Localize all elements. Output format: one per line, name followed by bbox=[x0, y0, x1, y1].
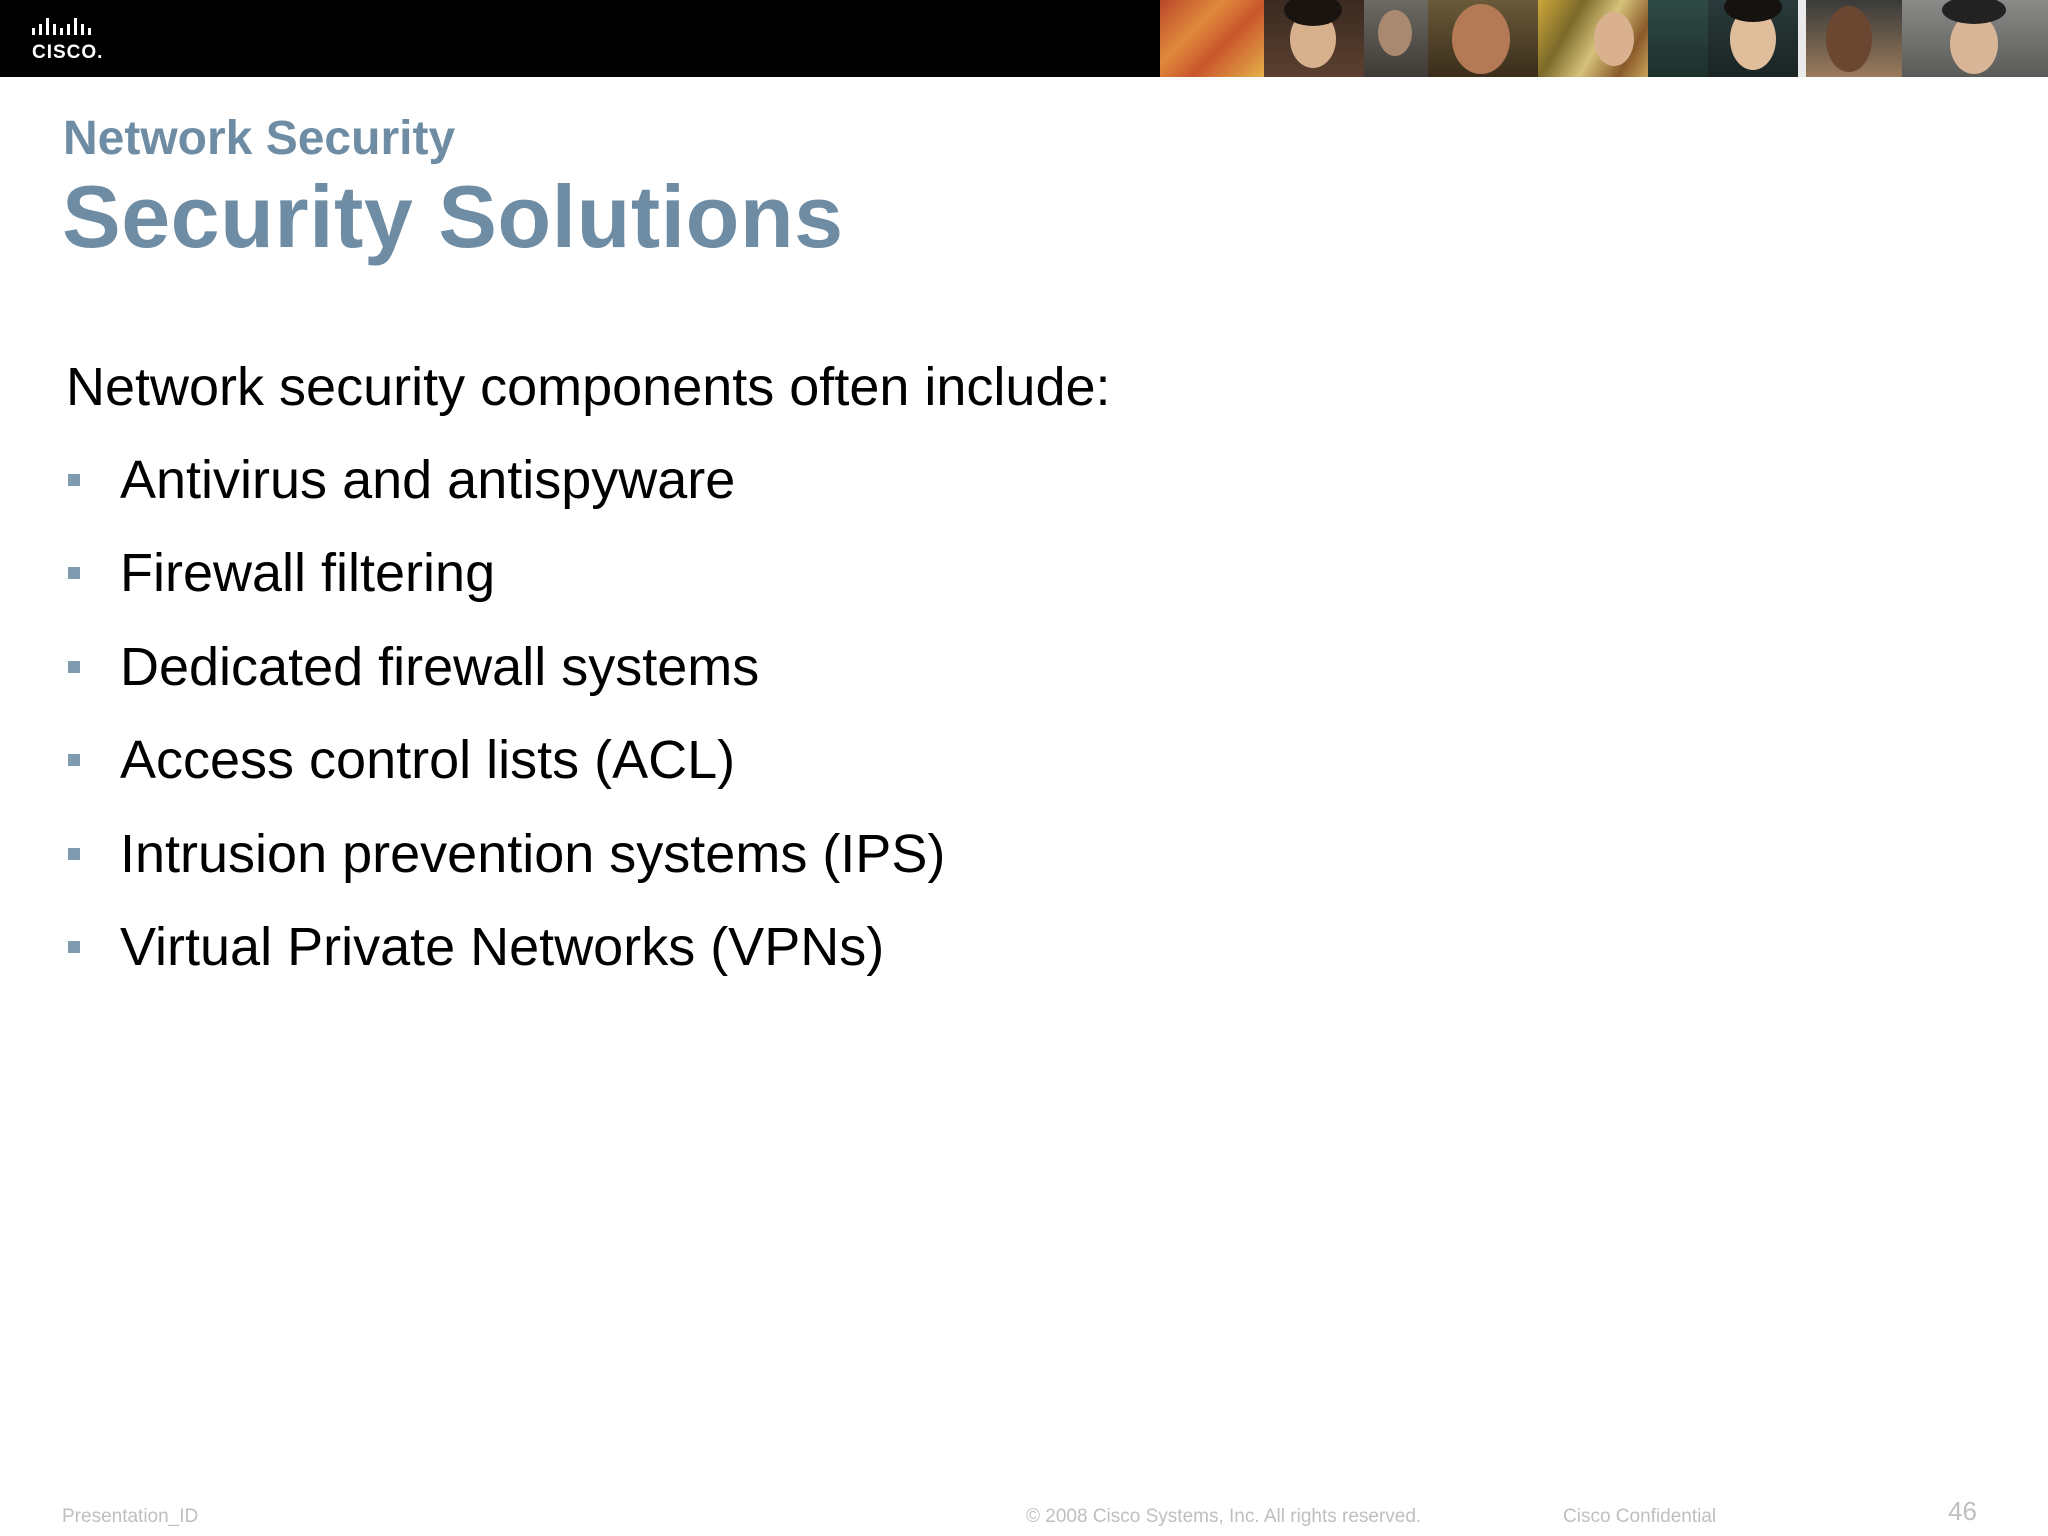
list-item-text: Access control lists (ACL) bbox=[120, 730, 736, 791]
cisco-wordmark: CISCO. bbox=[32, 42, 104, 62]
footer-confidential: Cisco Confidential bbox=[1563, 1506, 1717, 1527]
section-title: Network Security bbox=[63, 112, 456, 165]
header-photo-person bbox=[1364, 0, 1428, 77]
square-bullet-icon bbox=[68, 661, 80, 673]
intro-text: Network security components often include: bbox=[66, 357, 1111, 417]
list-item-text: Dedicated firewall systems bbox=[120, 636, 760, 697]
list-item-text: Firewall filtering bbox=[120, 543, 496, 604]
header-photo-chalkboard bbox=[1648, 0, 1708, 77]
square-bullet-icon bbox=[68, 474, 80, 486]
header-photo-pattern bbox=[1538, 0, 1648, 77]
header-photo-strip bbox=[1160, 0, 2048, 77]
square-bullet-icon bbox=[68, 848, 80, 860]
square-bullet-icon bbox=[68, 941, 80, 953]
list-item bbox=[68, 822, 945, 915]
slide-title: Security Solutions bbox=[62, 167, 844, 266]
header-photo-person bbox=[1902, 0, 2048, 77]
page-number: 46 bbox=[1948, 1496, 1977, 1526]
list-item-text: Antivirus and antispyware bbox=[120, 450, 736, 510]
list-item bbox=[68, 635, 945, 728]
cisco-logo bbox=[30, 14, 116, 62]
header-photo-person bbox=[1264, 0, 1364, 77]
header-photo-pattern bbox=[1160, 0, 1264, 77]
header-photo-person bbox=[1428, 0, 1538, 77]
list-item-text: Intrusion prevention systems (IPS) bbox=[120, 823, 946, 884]
square-bullet-icon bbox=[68, 754, 80, 766]
header-photo-person bbox=[1708, 0, 1798, 77]
footer-copyright: © 2008 Cisco Systems, Inc. All rights reserved. bbox=[1026, 1506, 1422, 1527]
header-photo-pattern bbox=[1806, 0, 1902, 77]
header-photo-divider bbox=[1798, 0, 1806, 77]
footer-presentation-id: Presentation_ID bbox=[62, 1506, 199, 1527]
list-item bbox=[68, 915, 945, 1008]
list-item-text: Virtual Private Networks (VPNs) bbox=[120, 916, 885, 977]
header-banner bbox=[0, 0, 2048, 77]
list-item bbox=[68, 728, 945, 821]
bullet-list bbox=[68, 448, 945, 1008]
list-item bbox=[68, 448, 945, 541]
square-bullet-icon bbox=[68, 567, 80, 579]
list-item bbox=[68, 541, 945, 634]
